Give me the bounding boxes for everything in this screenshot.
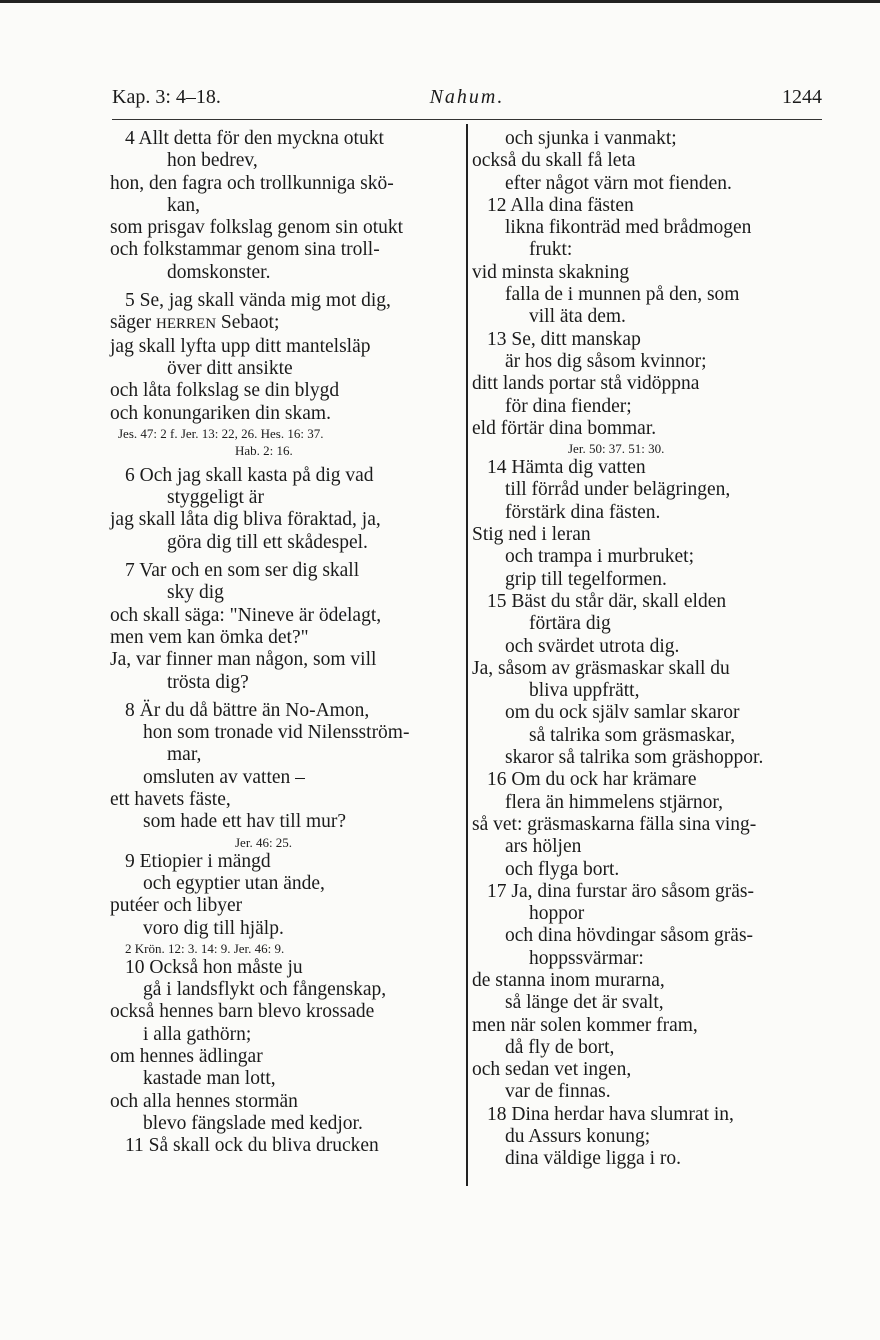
verse-line: dina väldige ligga i ro. [505, 1148, 681, 1170]
verse-line: 12 Alla dina fästen [487, 194, 634, 216]
verse-line: grip till tegelformen. [505, 568, 667, 590]
cross-reference: Jer. 50: 37. 51: 30. [568, 441, 665, 457]
verse-line: och dina hövdingar såsom gräs- [505, 925, 754, 947]
cross-reference: 2 Krön. 12: 3. 14: 9. Jer. 46: 9. [125, 940, 285, 956]
verse-line: Ja, var finner man någon, som vill [110, 649, 377, 671]
verse-line: 14 Hämta dig vatten [487, 457, 646, 479]
verse-line: och låta folkslag se din blygd [110, 380, 340, 402]
verse-line: hon, den fagra och trollkunniga skö- [110, 172, 394, 194]
book-title: Nahum. [429, 86, 505, 108]
cross-reference: Hab. 2: 16. [235, 442, 293, 458]
verse-line: 6 Och jag skall kasta på dig vad [125, 464, 374, 486]
verse-line: flera än himmelens stjärnor, [505, 791, 723, 813]
verse-line: då fly de bort, [505, 1036, 615, 1058]
verse-line: och sedan vet ingen, [472, 1059, 632, 1081]
verse-line: likna fikonträd med brådmogen [505, 217, 752, 239]
verse-line: och trampa i murbruket; [505, 546, 694, 568]
verse-line: blevo fängslade med kedjor. [143, 1112, 363, 1134]
verse-line: voro dig till hjälp. [143, 917, 284, 939]
verse-line: som hade ett hav till mur? [143, 811, 347, 833]
verse-line: kan, [167, 194, 201, 216]
verse-line: så talrika som gräsmaskar, [529, 724, 736, 746]
verse-line: hon som tronade vid Nilensström- [143, 722, 410, 744]
verse-line: putéer och libyer [110, 895, 243, 917]
verse-line: hoppssvärmar: [529, 947, 644, 969]
verse-line: gå i landsflykt och fångenskap, [143, 979, 387, 1001]
cross-reference: Jer. 46: 25. [235, 834, 293, 850]
verse-line: och konungariken din skam. [110, 402, 331, 424]
verse-text: säger [110, 312, 157, 334]
verse-line: jag skall låta dig bliva föraktad, ja, [110, 509, 381, 531]
chapter-range: Kap. 3: 4–18. [112, 86, 221, 108]
verse-line: 4 Allt detta för den myckna otukt [125, 128, 384, 149]
verse-line: 10 Också hon måste ju [125, 956, 303, 978]
verse-line: så vet: gräsmaskarna fälla sina ving- [472, 813, 757, 835]
right-column [472, 128, 822, 1171]
verse-line: efter något värn mot fienden. [505, 172, 732, 194]
verse-line: bliva uppfrätt, [529, 680, 640, 702]
verse-line: men när solen kommer fram, [472, 1014, 698, 1036]
verse-line: ett havets fäste, [110, 789, 231, 811]
verse-line: 18 Dina herdar hava slumrat in, [487, 1103, 734, 1125]
verse-line: jag skall lyfta upp ditt mantelsläp [110, 335, 371, 357]
verse-line: domskonster. [167, 261, 271, 283]
verse-text: Sebaot; [216, 312, 280, 334]
verse-line: styggeligt är [167, 487, 264, 509]
verse-line: ditt lands portar stå vidöppna [472, 373, 700, 395]
verse-line: Stig ned i leran [472, 524, 591, 546]
verse-line: till förråd under belägringen, [505, 479, 731, 501]
divine-name: HERREN [156, 316, 217, 333]
header-rule [112, 119, 822, 120]
verse-line: också hennes barn blevo krossade [110, 1001, 375, 1023]
verse-line: var de finnas. [505, 1081, 611, 1103]
verse-line: 11 Så skall ock du bliva drucken [125, 1135, 379, 1157]
verse-line: hon bedrev, [167, 150, 258, 172]
verse-line: i alla gathörn; [143, 1023, 252, 1045]
verse-line: över ditt ansikte [167, 357, 293, 379]
verse-line: kastade man lott, [143, 1068, 276, 1090]
verse-line: Ja, såsom av gräsmaskar skall du [472, 657, 730, 679]
verse-line: men vem kan ömka det?" [110, 626, 309, 648]
verse-line: göra dig till ett skådespel. [167, 531, 368, 553]
verse-line [110, 312, 460, 335]
verse-line: och folkstammar genom sina troll- [110, 239, 380, 261]
verse-line: och alla hennes stormän [110, 1090, 298, 1112]
verse-line: förtära dig [529, 613, 611, 635]
verse-line: också du skall få leta [472, 150, 636, 172]
verse-line: skaror så talrika som gräshoppor. [505, 747, 764, 769]
verse-line: vid minsta skakning [472, 261, 630, 283]
verse-line: 15 Bäst du står där, skall elden [487, 590, 727, 612]
verse-line: 16 Om du ock har krämare [487, 769, 697, 791]
verse-line: ars höljen [505, 836, 582, 858]
page-number: 1244 [782, 86, 822, 108]
verse-line: eld förtär dina bommar. [472, 417, 657, 439]
verse-line: för dina fiender; [505, 395, 632, 417]
verse-line: 7 Var och en som ser dig skall [125, 560, 360, 582]
verse-line: trösta dig? [167, 671, 249, 693]
verse-line: och flyga bort. [505, 858, 620, 880]
verse-line: är hos dig såsom kvinnor; [505, 350, 707, 372]
verse-line: 17 Ja, dina furstar äro såsom gräs- [487, 880, 754, 902]
page-header [112, 86, 822, 118]
left-column [110, 128, 460, 1157]
verse-line: så länge det är svalt, [505, 992, 664, 1014]
verse-line: de stanna inom murarna, [472, 969, 665, 991]
verse-line: om du ock själv samlar skaror [505, 702, 740, 724]
verse-line: och skall säga: "Nineve är ödelagt, [110, 604, 382, 626]
verse-line: 13 Se, ditt manskap [487, 328, 641, 350]
verse-line: mar, [167, 744, 202, 766]
verse-line: och egyptier utan ände, [143, 872, 325, 894]
verse-line: 5 Se, jag skall vända mig mot dig, [125, 290, 391, 312]
verse-line: frukt: [529, 239, 573, 261]
verse-line: sky dig [167, 582, 224, 604]
verse-line: 8 Är du då bättre än No-Amon, [125, 699, 370, 721]
cross-reference: Jes. 47: 2 f. Jer. 13: 22, 26. Hes. 16: 37. [118, 425, 324, 441]
verse-line: du Assurs konung; [505, 1126, 651, 1148]
verse-line: falla de i munnen på den, som [505, 284, 740, 306]
verse-line: 9 Etiopier i mängd [125, 850, 271, 872]
verse-line: och sjunka i vanmakt; [505, 128, 677, 149]
verse-line: förstärk dina fästen. [505, 501, 661, 523]
verse-line: om hennes ädlingar [110, 1045, 263, 1067]
top-edge-line [0, 0, 880, 3]
verse-line: vill äta dem. [529, 306, 626, 328]
verse-line: och svärdet utrota dig. [505, 635, 680, 657]
column-divider [466, 124, 468, 1186]
verse-line: som prisgav folkslag genom sin otukt [110, 217, 404, 239]
verse-line: hoppor [529, 903, 585, 925]
verse-line: omsluten av vatten – [143, 766, 305, 788]
